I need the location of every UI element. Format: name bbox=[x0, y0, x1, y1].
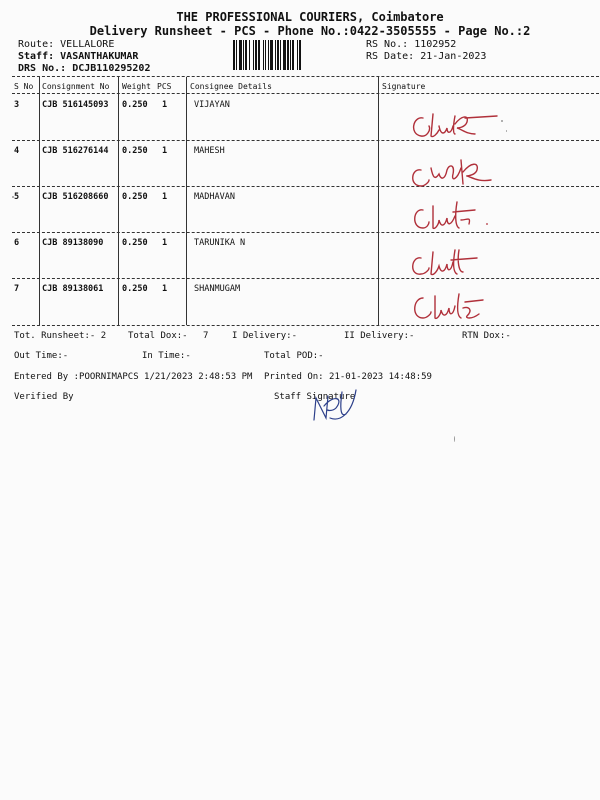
barcode-bar bbox=[243, 40, 244, 70]
barcode-bar bbox=[265, 40, 266, 70]
row-pcs: 1 bbox=[162, 192, 168, 202]
rtn-dox: RTN Dox:- bbox=[462, 331, 511, 341]
company-title: THE PROFESSIONAL COURIERS, Coimbatore bbox=[176, 10, 444, 24]
row-weight: 0.250 bbox=[122, 284, 148, 294]
column-divider bbox=[378, 77, 379, 325]
total-pod: Total POD:- bbox=[264, 351, 324, 361]
row-pcs: 1 bbox=[162, 146, 168, 156]
staff-label: Staff: bbox=[18, 51, 55, 62]
barcode-bar bbox=[280, 40, 281, 70]
tot-runsheet: Tot. Runsheet:- 2 bbox=[14, 331, 107, 341]
column-header-pcs: PCS bbox=[157, 82, 172, 91]
rs-date-label: RS Date: bbox=[366, 51, 415, 62]
barcode-bar bbox=[258, 40, 260, 70]
row-sno: 6 bbox=[14, 238, 20, 248]
signature-scribble bbox=[405, 150, 505, 190]
row-consignee: MADHAVAN bbox=[194, 192, 235, 202]
row-rule bbox=[12, 232, 600, 233]
signature-scribble bbox=[405, 104, 505, 144]
row-consignment-no: CJB 89138061 bbox=[42, 284, 104, 294]
column-divider bbox=[186, 77, 187, 325]
barcode-bar bbox=[236, 40, 237, 70]
row-pcs: 1 bbox=[162, 284, 168, 294]
barcode-bar bbox=[270, 40, 273, 70]
row-rule bbox=[12, 186, 600, 187]
row-consignment-no: CJB 516145093 bbox=[42, 100, 109, 110]
staff-signature-scribble bbox=[300, 384, 370, 428]
drs-line bbox=[18, 63, 150, 74]
row-sno: 7 bbox=[14, 284, 20, 294]
barcode-bar bbox=[277, 40, 279, 70]
entered-by: Entered By :POORNIMAPCS 1/21/2023 2:48:53 PM bbox=[14, 372, 253, 382]
staff-value: VASANTHAKUMAR bbox=[60, 51, 139, 62]
row-consignee: VIJAYAN bbox=[194, 100, 230, 110]
column-header-weight: Weight bbox=[122, 82, 151, 91]
in-time: In Time:- bbox=[142, 351, 191, 361]
column-divider bbox=[39, 77, 40, 325]
staff-signature-label: Staff Signature bbox=[274, 392, 356, 402]
route-label: Route: bbox=[18, 39, 55, 50]
row-consignee: MAHESH bbox=[194, 146, 225, 156]
barcode-bar bbox=[275, 40, 276, 70]
barcode-bar bbox=[263, 40, 264, 70]
signature-scribble bbox=[405, 196, 505, 236]
drs-label: DRS No.: bbox=[18, 63, 67, 74]
scan-speck bbox=[506, 130, 507, 132]
barcode-bar bbox=[233, 40, 235, 70]
signature-scribble bbox=[405, 286, 505, 326]
barcode-bar bbox=[283, 40, 286, 70]
column-divider bbox=[118, 77, 119, 325]
row-consignment-no: CJB 516208660 bbox=[42, 192, 109, 202]
signature-scribble bbox=[405, 242, 505, 282]
barcode-bar bbox=[255, 40, 257, 70]
row-weight: 0.250 bbox=[122, 146, 148, 156]
row-weight: 0.250 bbox=[122, 192, 148, 202]
barcode-bar bbox=[297, 40, 298, 70]
header-bottom-rule bbox=[12, 93, 600, 94]
barcode-bar bbox=[239, 40, 242, 70]
row-rule bbox=[12, 140, 600, 141]
barcode-bar bbox=[290, 40, 291, 70]
row-consignment-no: CJB 516276144 bbox=[42, 146, 109, 156]
barcode-bar bbox=[245, 40, 247, 70]
drs-value: DCJB110295202 bbox=[72, 63, 151, 74]
total-dox-label: Total Dox:- bbox=[128, 331, 188, 341]
column-header-sno: S No bbox=[14, 82, 34, 91]
barcode-bar bbox=[249, 40, 250, 70]
row-sno: 3 bbox=[14, 100, 20, 110]
out-time: Out Time:- bbox=[14, 351, 69, 361]
row-sno: 5 bbox=[14, 192, 20, 202]
runsheet-subtitle: Delivery Runsheet - PCS - Phone No.:0422-3505555 - Page No.:2 bbox=[89, 24, 531, 38]
total-dox-value: 7 bbox=[203, 331, 209, 341]
route-value: VELLALORE bbox=[60, 39, 115, 50]
row-rule bbox=[12, 278, 600, 279]
rs-no-label: RS No.: bbox=[366, 39, 409, 50]
row-sno: 4 bbox=[14, 146, 20, 156]
rs-no-value: 1102952 bbox=[414, 39, 457, 50]
ii-delivery: II Delivery:- bbox=[344, 331, 415, 341]
row-weight: 0.250 bbox=[122, 100, 148, 110]
rs-date-value: 21-Jan-2023 bbox=[420, 51, 487, 62]
scan-speck bbox=[12, 196, 14, 198]
barcode bbox=[232, 40, 360, 70]
barcode-bar bbox=[292, 40, 294, 70]
i-delivery: I Delivery:- bbox=[232, 331, 298, 341]
verified-by: Verified By bbox=[14, 392, 74, 402]
scan-speck bbox=[454, 436, 455, 442]
printed-on: Printed On: 21-01-2023 14:48:59 bbox=[264, 372, 432, 382]
route-line bbox=[18, 39, 114, 50]
row-pcs: 1 bbox=[162, 100, 168, 110]
barcode-bar bbox=[299, 40, 301, 70]
rs-no-line bbox=[366, 39, 456, 50]
barcode-bar bbox=[253, 40, 254, 70]
scan-speck bbox=[501, 120, 503, 122]
row-consignment-no: CJB 89138090 bbox=[42, 238, 104, 248]
row-consignee: TARUNIKA N bbox=[194, 238, 246, 248]
row-weight: 0.250 bbox=[122, 238, 148, 248]
column-header-consignee: Consignee Details bbox=[190, 82, 272, 91]
rs-date-line bbox=[366, 51, 486, 62]
row-consignee: SHANMUGAM bbox=[194, 284, 241, 294]
table-bottom-rule bbox=[12, 325, 600, 326]
barcode-bar bbox=[287, 40, 289, 70]
table-top-rule bbox=[12, 76, 600, 77]
column-header-signature: Signature bbox=[382, 82, 426, 91]
barcode-bar bbox=[268, 40, 269, 70]
row-pcs: 1 bbox=[162, 238, 168, 248]
column-header-consignment: Consignment No bbox=[42, 82, 110, 91]
staff-line bbox=[18, 51, 138, 62]
